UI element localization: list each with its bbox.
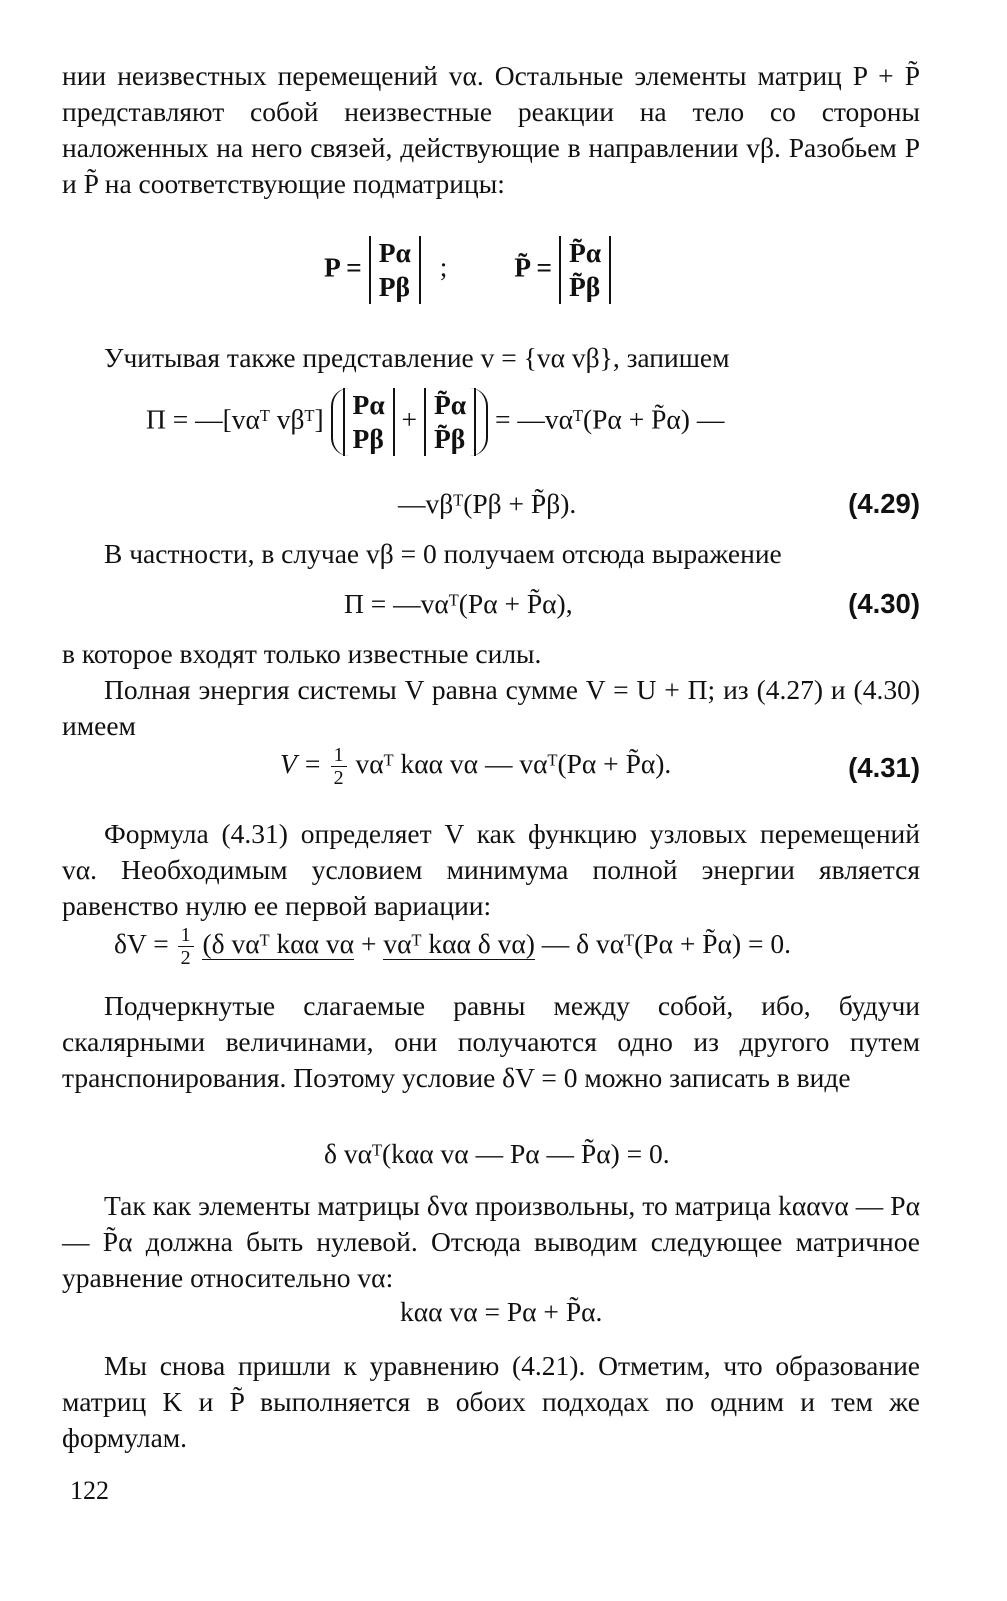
eq-p-label: P = bbox=[324, 251, 362, 283]
var-lhs: δV = bbox=[114, 927, 169, 959]
eq429-paren bbox=[331, 388, 489, 456]
paragraph-conclusion: Мы снова пришли к уравнению (4.21). Отметим, что образование матриц K и P̃ выполняется в обоих подходах по одним и тем же формулам. bbox=[62, 1350, 920, 1453]
var-underlined-term-2: vαᵀ kαα δ vα) bbox=[383, 927, 535, 959]
eq429-pt-alpha: P̃α bbox=[433, 389, 467, 420]
eq429-p-alpha: Pα bbox=[352, 389, 385, 420]
matrix-p-beta: Pβ bbox=[378, 271, 410, 302]
paragraph-known-forces: в которое входят только известные силы. bbox=[62, 638, 542, 669]
eq431-half bbox=[331, 744, 347, 789]
matrix-pt-alpha: P̃α bbox=[568, 237, 602, 268]
eq-separator: ; bbox=[439, 251, 448, 283]
equation-final: kαα vα = Pα + P̃α. bbox=[400, 1296, 603, 1327]
matrix-pt-beta: P̃β bbox=[568, 271, 601, 302]
paragraph-intro: нии неизвестных перемещений vα. Остальные элементы матриц P + P̃ представляют собой неизвестные реакции на тело со стороны наложенных на него связей, действующие в направлении vβ. Разобьем P и P̃ на соответствующие подматрицы: bbox=[62, 60, 920, 199]
paragraph-underlined-terms: Подчеркнутые слагаемые равны между собой, ибо, будучи скалярными величинами, они получаются одно из другого путем транспонирования. Поэтому условие δV = 0 можно записать в виде bbox=[62, 990, 920, 1093]
var-rest: — δ vαᵀ(Pα + P̃α) = 0. bbox=[541, 927, 791, 959]
equation-variation bbox=[114, 924, 791, 969]
eq429-matrix-pt bbox=[424, 388, 476, 456]
paragraph-representation: Учитывая также представление v = {vα vβ}, запишем bbox=[104, 342, 730, 373]
matrix-p-alpha: Pα bbox=[378, 237, 411, 268]
equation-4-31 bbox=[280, 744, 671, 789]
eq431-rhs: vαᵀ kαα vα — vαᵀ(Pα + P̃α). bbox=[355, 747, 672, 779]
eq429-matrix-p bbox=[343, 388, 395, 456]
paragraph-formula-defines: Формула (4.31) определяет V как функцию узловых перемещений vα. Необходимым условием минимума полной энергии является равенство нулю ее первой вариации: bbox=[62, 818, 920, 921]
matrix-p bbox=[369, 236, 421, 304]
equation-partition bbox=[324, 236, 611, 304]
equation-4-29-line2: —vβᵀ(Pβ + P̃β). bbox=[398, 488, 577, 519]
eq429-plus: + bbox=[401, 403, 418, 435]
eq429-lhs: П = —[vαᵀ vβᵀ] bbox=[146, 403, 324, 435]
equation-4-29-line1 bbox=[146, 388, 724, 456]
var-half-num: 1 bbox=[178, 924, 194, 947]
eq429-rhs1: = —vαᵀ(Pα + P̃α) — bbox=[494, 403, 725, 435]
paragraph-matrix-zero: Так как элементы матрицы δvα произвольны, то матрица kααvα — Pα — P̃α должна быть нулевой. Отсюда выводим следующее матричное уравнение относительно vα: bbox=[62, 1190, 920, 1293]
equation-number-4-31: (4.31) bbox=[848, 752, 920, 783]
page-number: 122 bbox=[70, 1476, 109, 1505]
var-half bbox=[178, 924, 194, 969]
paragraph-total-energy: Полная энергия системы V равна сумме V = U + П; из (4.27) и (4.30) имеем bbox=[62, 674, 920, 741]
var-plus: + bbox=[360, 927, 377, 959]
equation-number-4-29: (4.29) bbox=[848, 488, 920, 519]
equation-4-30: П = —vαᵀ(Pα + P̃α), bbox=[344, 588, 573, 619]
eq431-half-num: 1 bbox=[331, 744, 347, 767]
var-half-den: 2 bbox=[180, 947, 191, 969]
var-underlined-term-1: (δ vαᵀ kαα vα bbox=[202, 927, 355, 959]
matrix-pt bbox=[559, 236, 611, 304]
equation-condition: δ vαᵀ(kαα vα — Pα — P̃α) = 0. bbox=[324, 1138, 670, 1169]
eq429-pt-beta: P̃β bbox=[433, 423, 466, 454]
equation-number-4-30: (4.30) bbox=[848, 588, 920, 619]
eq431-half-den: 2 bbox=[333, 767, 344, 789]
paragraph-special-case: В частности, в случае vβ = 0 получаем отсюда выражение bbox=[104, 538, 782, 569]
eq429-p-beta: Pβ bbox=[352, 423, 384, 454]
eq-pt-label: P̃ = bbox=[514, 251, 553, 283]
eq431-lhs: V = bbox=[280, 747, 322, 779]
